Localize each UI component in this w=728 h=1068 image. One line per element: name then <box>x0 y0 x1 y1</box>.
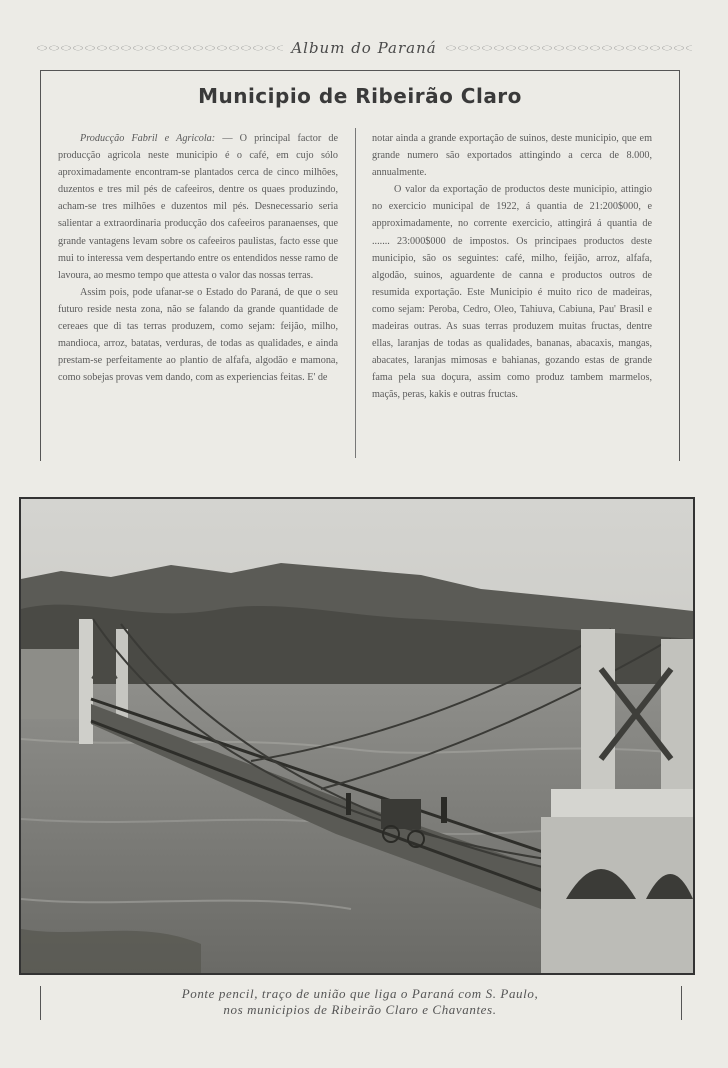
bridge-illustration <box>21 499 693 973</box>
article-column-left <box>58 130 338 455</box>
ornament-rule-left <box>36 45 283 51</box>
section-lead: Producção Fabril e Agricola: <box>80 133 216 144</box>
caption-line: nos municipios de Ribeirão Claro e Chavantes. <box>223 1002 497 1017</box>
album-title: Album do Paraná <box>291 39 437 57</box>
column-divider <box>355 128 356 458</box>
photo-caption <box>40 986 680 1018</box>
page-title: Municipio de Ribeirão Claro <box>198 84 522 108</box>
article-column-right <box>372 130 652 455</box>
caption-line: Ponte pencil, traço de união que liga o Paraná com S. Paulo, <box>181 986 539 1001</box>
ornament-rule-right <box>445 45 692 51</box>
article-paragraph: Assim pois, pode ufanar-se o Estado do Paraná, de que o seu futuro reside nesta zona, não se falando da grande quantidade de cereaes que di tas terras produzem, como sejam: feijão, milho, mandioca, arroz, batatas, verduras, de todas as qualidades, e ainda prestam-se perfeitamente ao plantio de alfafa, algodão e mamona, como sobejas provas vem dando, com as experiencias feitas. E' de <box>58 286 338 384</box>
article-paragraph <box>58 130 338 284</box>
suspension-bridge-photo <box>19 497 695 975</box>
paragraph-text: — O principal factor de producção agricola neste municipio é o café, em cujo sólo aproximadamente encontram-se plantados cerca de cinco milhões, duzentos e tres mil pés de cafeeiros, dentre os quaes produzindo, acham-se tres milhões e duzentos mil pés. Desnecessario seria salientar a extraordinaria producção dos cafeeiros paranaenses, que grande vantagens levam sobre os cafeeiros paulistas, facto esse que mui to interessa vem despertando entre os entendidos nesse ramo de lavoura, ao mesmo tempo que attesta o valor das nossas terras. <box>58 133 338 281</box>
running-header <box>36 38 692 58</box>
article-paragraph: notar ainda a grande exportação de suinos, deste municipio, que em grande numero são exportados attingindo a cerca de 8.000, annualmente. <box>372 133 652 179</box>
article-paragraph: O valor da exportação de productos deste municipio, attingio no exercicio municipal de 1922, á quantia de 21:200$000, e approximadamente, no corrente exercicio, attingirá á quantia de ....... 23:000$000 de impostos. Os principaes productos deste municipio, são os seguintes: café, milho, feijão, arroz, alfafa, algodão, suinos, aguardente de canna e productos outros de resumida exportação. Este Municipio é muito rico de madeiras, como sejam: Peroba, Cedro, Oleo, Tahiuva, Cabiuna, Pau' Brasil e madeiras outras. As suas terras produzem muitas fructas, dentre ellas, laranjas de todas as qualidades, bananas, abacaxis, mangas, abacates, laranjas mimosas e bahianas, gozando estas de grande fama pela sua doçura, assim como produz tambem marmelos, maçãs, peras, kakis e outras fructas. <box>372 184 652 401</box>
